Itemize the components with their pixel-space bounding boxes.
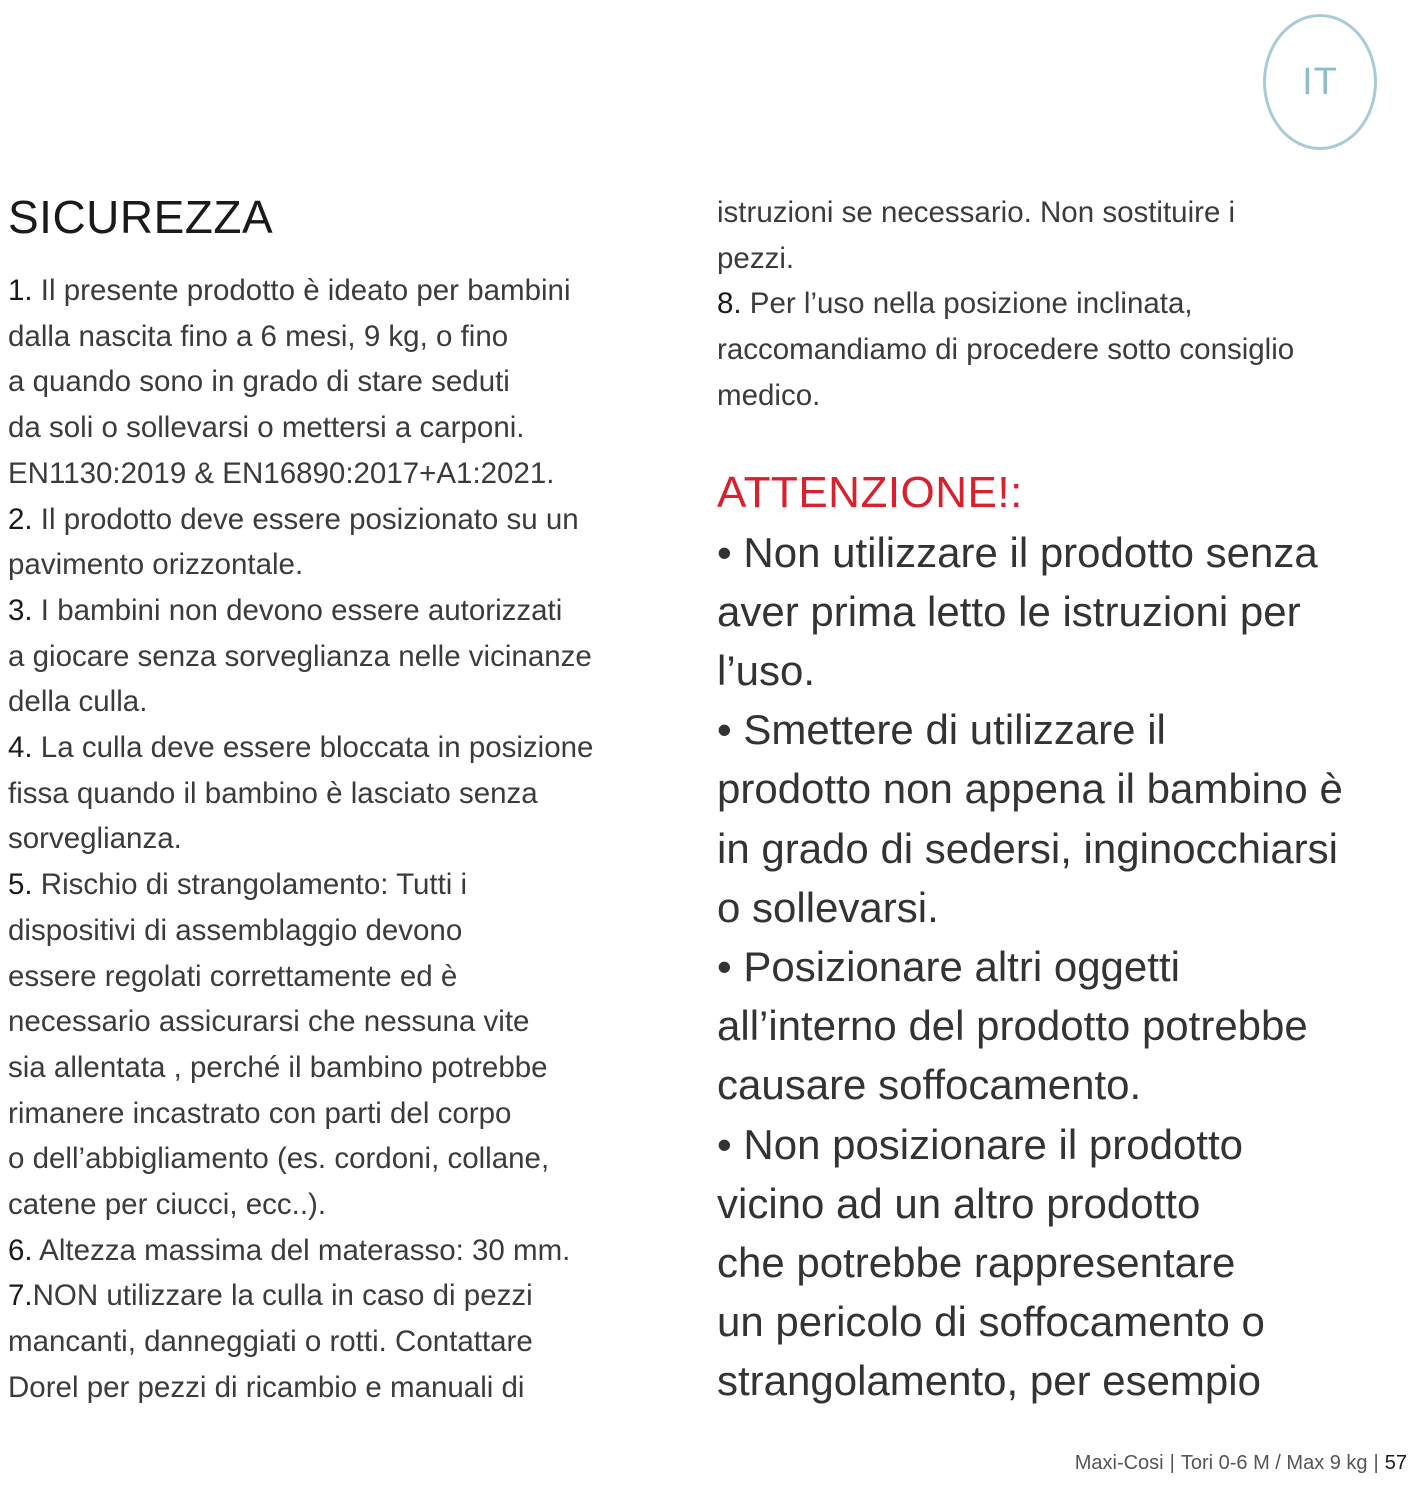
warning-line: un pericolo di soffocamento o: [717, 1298, 1265, 1346]
item-text: pezzi.: [717, 241, 795, 275]
right-column: [717, 190, 1397, 1411]
item-text: raccomandiamo di procedere sotto consiglio: [717, 333, 1295, 367]
text-line: [8, 679, 658, 725]
item-text: istruzioni se necessario. Non sostituire i: [717, 196, 1236, 229]
item-text: Il prodotto deve essere posizionato su un: [32, 502, 579, 536]
text-line: [717, 236, 1397, 282]
item-text: mancanti, danneggiati o rotti. Contattare: [8, 1325, 533, 1359]
warning-line: in grado di sedersi, inginocchiarsi: [717, 824, 1338, 872]
warning-line: che potrebbe rappresentare: [717, 1238, 1236, 1286]
item-number: 3.: [8, 593, 33, 627]
text-line: [8, 1182, 658, 1228]
text-line: [8, 405, 658, 451]
warning-line: vicino ad un altro prodotto: [717, 1179, 1201, 1227]
item-text: Per l’uso nella posizione inclinata,: [741, 287, 1193, 321]
language-badge: [1263, 14, 1377, 150]
text-line: [8, 1365, 658, 1411]
item-text: pavimento orizzontale.: [8, 548, 304, 582]
warning-line: l’uso.: [717, 646, 816, 694]
warning-line: strangolamento, per esempio: [717, 1357, 1261, 1405]
item-number: 7.: [8, 1279, 33, 1313]
warning-line: causare soffocamento.: [717, 1061, 1142, 1109]
item-text: o dell’abbigliamento (es. cordoni, collane,: [8, 1142, 550, 1176]
item-text: essere regolati correttamente ed è: [8, 959, 458, 993]
text-line: [8, 1091, 658, 1137]
page-footer: Maxi-Cosi | Tori 0-6 M / Max 9 kg | 57: [1074, 1452, 1407, 1474]
safety-list-continued: [717, 190, 1397, 419]
text-line: [8, 359, 658, 405]
text-line: [8, 314, 658, 360]
safety-title: SICUREZZA: [8, 191, 274, 243]
text-line: [8, 634, 658, 680]
text-line: [8, 1045, 658, 1091]
item-text: NON utilizzare la culla in caso di pezzi: [32, 1279, 533, 1313]
item-number: 1.: [8, 274, 33, 307]
item-text: sia allentata , perché il bambino potrebbe: [8, 1050, 548, 1084]
item-text: Dorel per pezzi di ricambio e manuali di: [8, 1370, 525, 1404]
text-line: [717, 327, 1397, 373]
warning-line: • Smettere di utilizzare il: [717, 706, 1166, 754]
item-text: fissa quando il bambino è lasciato senza: [8, 776, 538, 810]
warning-list: [717, 523, 1397, 1411]
text-line: [8, 862, 658, 908]
item-text: Altezza massima del materasso: 30 mm.: [32, 1233, 571, 1267]
warning-line: • Non utilizzare il prodotto senza: [717, 528, 1318, 576]
warning-line: • Posizionare altri oggetti: [717, 942, 1180, 990]
language-label: IT: [1302, 60, 1338, 103]
text-line: [8, 542, 658, 588]
safety-list: [8, 268, 658, 1411]
text-line: [717, 373, 1397, 419]
item-number: 6.: [8, 1233, 33, 1267]
page-number: 57: [1384, 1452, 1407, 1474]
left-column: [8, 186, 658, 1411]
warning-line: • Non posizionare il prodotto: [717, 1120, 1244, 1168]
item-text: EN1130:2019 & EN16890:2017+A1:2021.: [8, 456, 555, 490]
footer-brand: Maxi-Cosi: [1074, 1452, 1164, 1474]
warning-line: o sollevarsi.: [717, 883, 939, 931]
text-line: [8, 1319, 658, 1365]
item-number: 8.: [717, 287, 742, 321]
item-text: dalla nascita fino a 6 mesi, 9 kg, o fino: [8, 319, 509, 353]
item-text: Il presente prodotto è ideato per bambini: [32, 274, 571, 307]
text-line: [717, 281, 1397, 327]
text-line: [8, 588, 658, 634]
text-line: [8, 999, 658, 1045]
item-text: Rischio di strangolamento: Tutti i: [32, 868, 468, 902]
warning-line: prodotto non appena il bambino è: [717, 765, 1343, 813]
text-line: [8, 1273, 658, 1319]
item-text: sorveglianza.: [8, 822, 182, 856]
item-text: medico.: [717, 378, 821, 412]
warning-line: aver prima letto le istruzioni per: [717, 587, 1301, 635]
text-line: [8, 1228, 658, 1274]
warning-title: ATTENZIONE!:: [717, 467, 1023, 517]
text-line: [8, 908, 658, 954]
item-text: catene per ciucci, ecc..).: [8, 1188, 327, 1222]
item-text: La culla deve essere bloccata in posizione: [32, 731, 594, 765]
text-line: [8, 451, 658, 497]
text-line: [8, 268, 658, 314]
text-line: [8, 497, 658, 543]
item-text: a giocare senza sorveglianza nelle vicinanze: [8, 639, 592, 673]
footer-product: Tori 0-6 M / Max 9 kg: [1180, 1452, 1368, 1474]
text-line: [8, 725, 658, 771]
text-line: [8, 1136, 658, 1182]
text-line: [8, 816, 658, 862]
warning-line: all’interno del prodotto potrebbe: [717, 1002, 1308, 1050]
text-line: [717, 190, 1397, 236]
item-text: necessario assicurarsi che nessuna vite: [8, 1005, 530, 1039]
item-text: dispositivi di assemblaggio devono: [8, 913, 463, 947]
item-text: a quando sono in grado di stare seduti: [8, 365, 510, 399]
item-number: 2.: [8, 502, 33, 536]
item-text: rimanere incastrato con parti del corpo: [8, 1096, 512, 1130]
item-number: 5.: [8, 868, 33, 902]
item-text: della culla.: [8, 685, 148, 719]
text-line: [8, 771, 658, 817]
item-number: 4.: [8, 731, 33, 765]
item-text: I bambini non devono essere autorizzati: [32, 593, 563, 627]
text-line: [8, 954, 658, 1000]
item-text: da soli o sollevarsi o mettersi a carponi.: [8, 411, 525, 445]
